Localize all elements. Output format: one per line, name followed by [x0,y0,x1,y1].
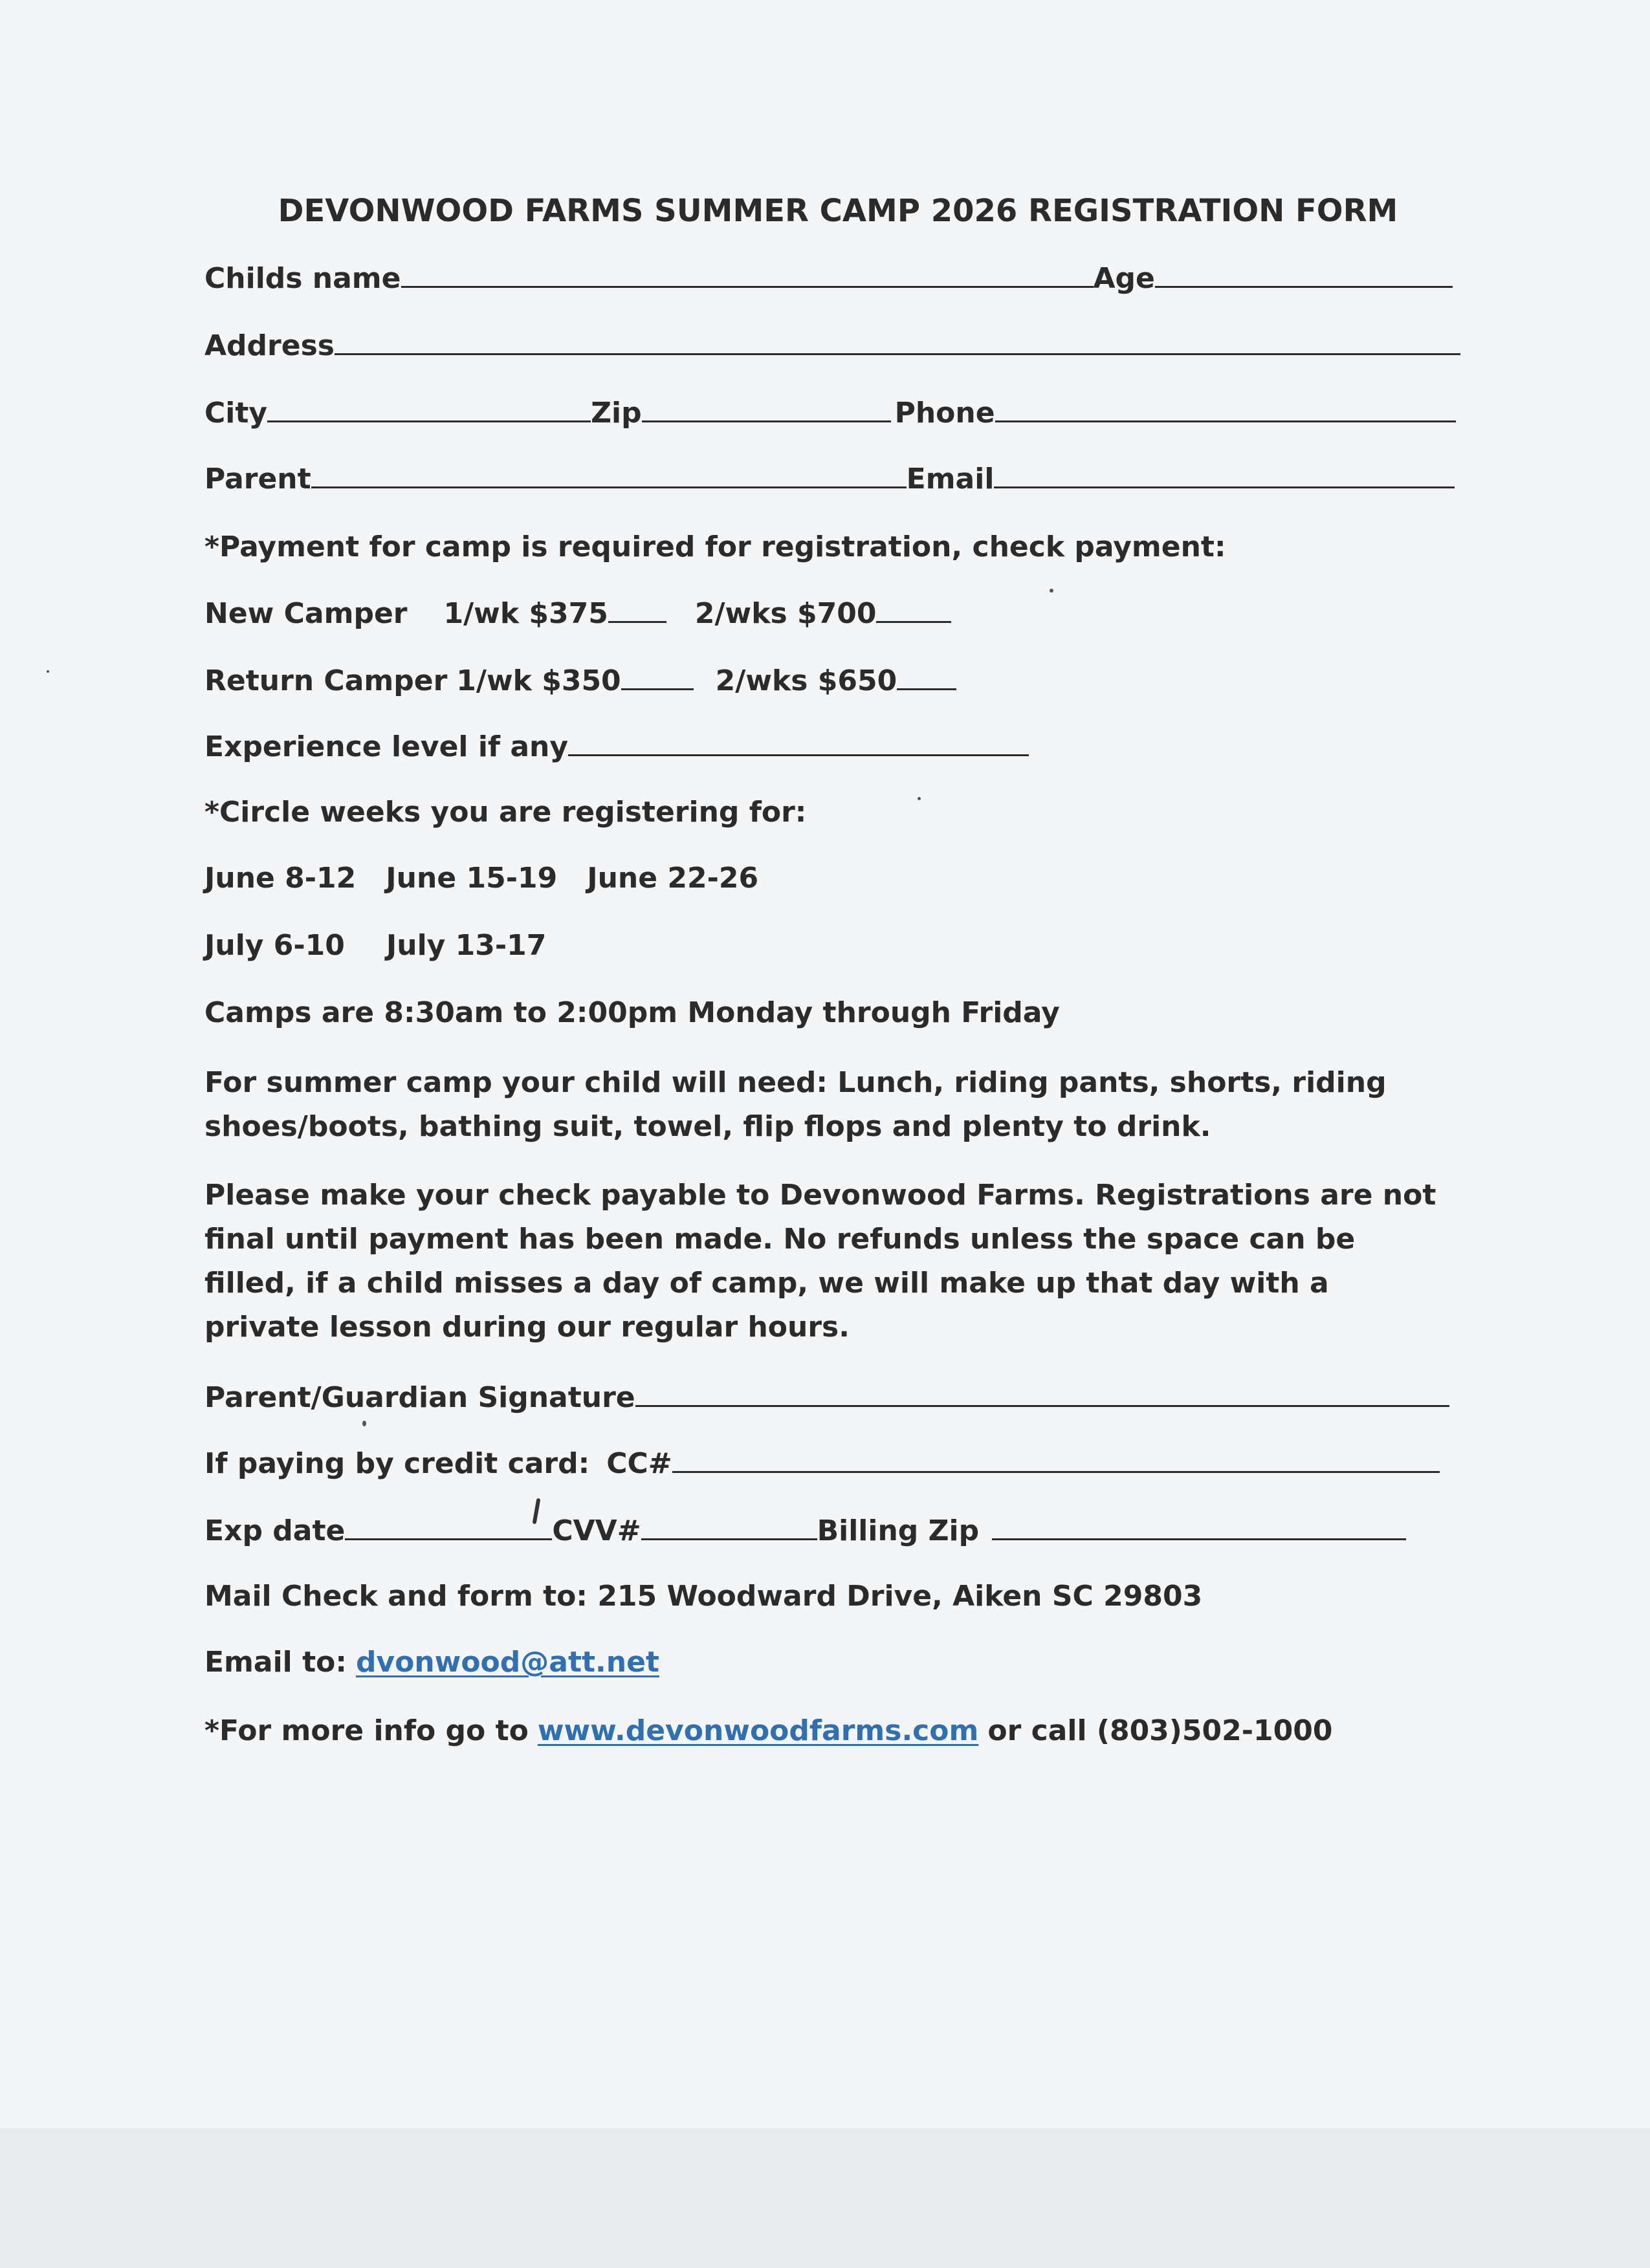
week-option[interactable]: July 13-17 [386,929,547,962]
city-field[interactable] [267,395,591,422]
zip-field[interactable] [642,395,891,422]
weeks-instruction: *Circle weeks you are registering for: [204,796,807,829]
age-label: Age [1093,262,1155,295]
needs-paragraph [204,1061,1387,1149]
email-to-label: Email to: [204,1646,347,1679]
payment-note: *Payment for camp is required for registration, check payment: [204,530,1226,563]
needs-line: shoes/boots, bathing suit, towel, flip flops and plenty to drink. [204,1110,1211,1143]
june-weeks-row [204,862,758,895]
week-option[interactable]: June 22-26 [587,862,759,895]
july-weeks-row [204,929,546,963]
phone-label: Phone [894,397,995,430]
policy-line: final until payment has been made. No refunds unless the space can be [204,1223,1356,1256]
policy-line: private lesson during our regular hours. [204,1311,850,1344]
website-link[interactable]: www.devonwoodfarms.com [537,1714,979,1747]
childs-name-field[interactable] [401,260,1094,288]
camp-hours: Camps are 8:30am to 2:00pm Monday through Friday [204,996,1060,1029]
more-info-row [204,1714,1332,1748]
exp-date-field[interactable] [345,1512,552,1540]
credit-card-row [204,1445,1440,1481]
experience-label: Experience level if any [204,730,569,763]
return-camper-row [204,662,956,698]
scan-speck [47,670,49,673]
signature-label: Parent/Guardian Signature [204,1381,635,1414]
signature-field[interactable] [635,1379,1449,1407]
new-one-week-field[interactable] [608,595,666,623]
childs-name-row [204,260,1453,296]
new-two-weeks-field[interactable] [876,595,951,623]
email-field[interactable] [994,461,1455,488]
cvv-label: CVV# [552,1514,641,1547]
email-link[interactable]: dvonwood@att.net [355,1646,659,1679]
new-camper-row [204,595,951,631]
signature-row [204,1379,1449,1415]
return-one-week-field[interactable] [621,662,694,690]
phone-field[interactable] [995,395,1456,422]
email-label: Email [906,463,995,496]
cc-number-field[interactable] [672,1445,1440,1473]
zip-label: Zip [591,397,642,430]
new-two-weeks-option: 2/wks $700 [694,597,877,630]
mail-address: Mail Check and form to: 215 Woodward Drive, Aiken SC 29803 [204,1580,1203,1613]
new-one-week-option: 1/wk $375 [443,597,608,630]
city-zip-phone-row [204,395,1456,430]
more-info-suffix: or call (803)502-1000 [987,1714,1333,1747]
scan-speck [918,797,921,800]
address-label: Address [204,329,335,362]
parent-field[interactable] [311,461,907,488]
scan-speck [1050,589,1053,593]
scan-speck [362,1421,366,1426]
needs-line: For summer camp your child will need: Lunch, riding pants, shorts, riding [204,1066,1387,1099]
credit-card-prefix: If paying by credit card: [204,1447,590,1480]
return-one-week-option: 1/wk $350 [456,664,621,697]
week-option[interactable]: June 15-19 [386,862,558,895]
return-two-weeks-field[interactable] [897,662,956,690]
parent-email-row [204,461,1455,496]
card-details-row [204,1512,1406,1548]
more-info-prefix: *For more info go to [204,1714,529,1747]
week-option[interactable]: July 6-10 [204,929,345,962]
experience-field[interactable] [568,728,1029,756]
return-two-weeks-option: 2/wks $650 [715,664,897,697]
billing-zip-label: Billing Zip [817,1514,980,1547]
policy-paragraph [204,1173,1436,1349]
address-field[interactable] [335,327,1460,355]
childs-name-label: Childs name [204,262,401,295]
policy-line: Please make your check payable to Devonwood Farms. Registrations are not [204,1179,1436,1212]
email-to-row [204,1646,659,1679]
form-title: DEVONWOOD FARMS SUMMER CAMP 2026 REGISTRATION FORM [278,193,1398,229]
billing-zip-field[interactable] [992,1512,1406,1540]
experience-row [204,728,1029,764]
city-label: City [204,397,268,430]
cvv-field[interactable] [641,1512,817,1540]
scanner-bed-edge [0,2128,1650,2268]
address-row [204,327,1460,363]
parent-label: Parent [204,463,311,496]
age-field[interactable] [1155,260,1453,288]
new-camper-label: New Camper [204,597,408,630]
week-option[interactable]: June 8-12 [204,862,357,895]
cc-label: CC# [606,1447,672,1480]
policy-line: filled, if a child misses a day of camp, we will make up that day with a [204,1267,1329,1300]
exp-date-label: Exp date [204,1514,346,1547]
return-camper-label: Return Camper [204,664,448,697]
